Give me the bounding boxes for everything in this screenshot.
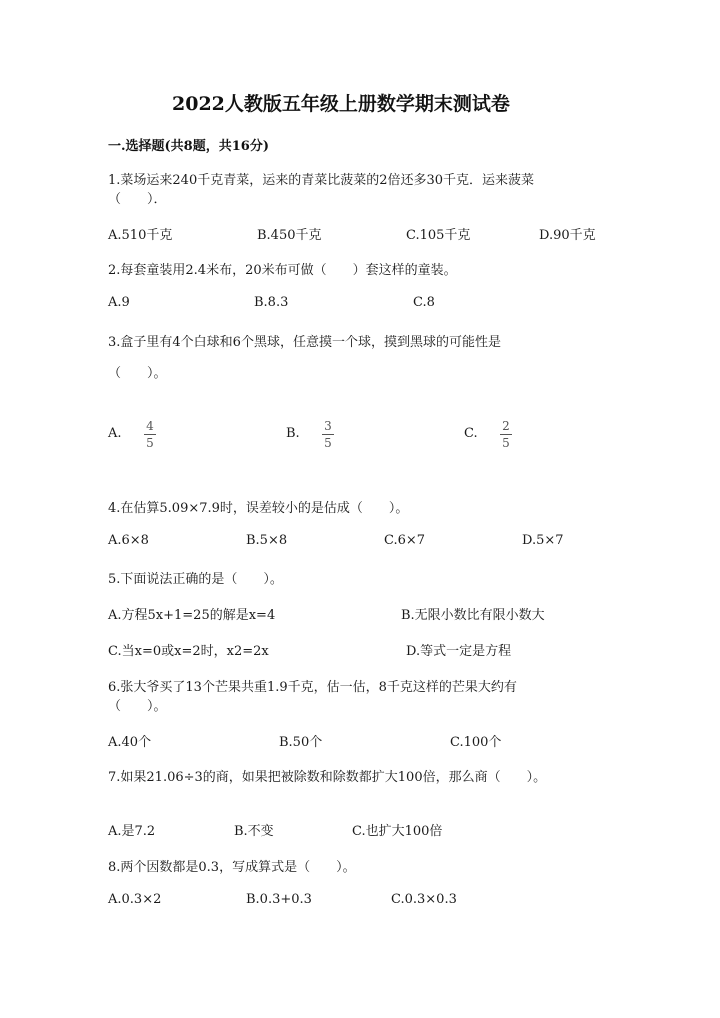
question-8-option-a: A.0.3×2	[108, 892, 162, 907]
fraction-numerator: 4	[146, 419, 154, 433]
page-title: 2022人教版五年级上册数学期末测试卷	[172, 93, 510, 115]
question-7-option-c: C.也扩大100倍	[352, 824, 443, 839]
fraction-numerator: 3	[324, 419, 332, 433]
question-1-option-c: C.105千克	[406, 228, 471, 243]
question-8-option-b: B.0.3+0.3	[246, 892, 312, 907]
question-8-option-c: C.0.3×0.3	[391, 892, 457, 907]
question-6-option-c: C.100个	[450, 735, 502, 750]
fraction-denominator: 5	[146, 436, 154, 450]
question-8-text: 8.两个因数都是0.3，写成算式是（ ）。	[108, 860, 356, 875]
question-2-option-c: C.8	[413, 295, 435, 310]
question-5-option-a: A.方程5x+1=25的解是x=4	[108, 608, 276, 623]
question-6-text: 6.张大爷买了13个芒果共重1.9千克，估一估，8千克这样的芒果大约有	[108, 680, 517, 695]
fraction-bar	[500, 434, 512, 435]
question-1-option-a: A.510千克	[108, 228, 173, 243]
section-heading: 一.选择题(共8题，共16分)	[108, 139, 269, 154]
question-4-option-b: B.5×8	[246, 533, 288, 548]
fraction-denominator: 5	[324, 436, 332, 450]
question-4-option-a: A.6×8	[108, 533, 149, 548]
question-2-option-a: A.9	[108, 295, 130, 310]
question-6-option-b: B.50个	[279, 735, 323, 750]
question-7-option-b: B.不变	[234, 824, 274, 839]
question-1-option-b: B.450千克	[257, 228, 322, 243]
question-3-blank: （ ）。	[108, 366, 167, 381]
question-1-text: 1.菜场运来240千克青菜，运来的青菜比菠菜的2倍还多30千克．运来菠菜	[108, 173, 535, 188]
question-7-option-a: A.是7.2	[108, 824, 156, 839]
question-4-option-d: D.5×7	[522, 533, 564, 548]
question-5-option-d: D.等式一定是方程	[406, 644, 512, 659]
question-6-blank: （ ）。	[108, 699, 167, 714]
fraction-bar	[322, 434, 334, 435]
question-2-option-b: B.8.3	[254, 295, 289, 310]
question-2-text: 2.每套童装用2.4米布，20米布可做（ ）套这样的童装。	[108, 263, 457, 278]
question-4-text: 4.在估算5.09×7.9时，误差较小的是估成（ ）。	[108, 501, 409, 516]
question-6-option-a: A.40个	[108, 735, 152, 750]
question-7-text: 7.如果21.06÷3的商，如果把被除数和除数都扩大100倍，那么商（ ）。	[108, 770, 547, 785]
question-5-option-b: B.无限小数比有限小数大	[401, 608, 545, 623]
question-5-option-c: C.当x=0或x=2时，x2=2x	[108, 644, 269, 659]
question-3-text: 3.盒子里有4个白球和6个黑球，任意摸一个球，摸到黑球的可能性是	[108, 335, 501, 350]
fraction-bar	[144, 434, 156, 435]
question-1-blank: （ ）．	[108, 192, 167, 207]
question-3-option-b-fraction	[322, 419, 334, 450]
question-3-option-a-fraction	[144, 419, 156, 450]
question-5-text: 5.下面说法正确的是（ ）。	[108, 572, 283, 587]
question-3-option-a: A.	[108, 426, 122, 441]
fraction-numerator: 2	[502, 419, 510, 433]
question-4-option-c: C.6×7	[384, 533, 426, 548]
question-3-option-b: B.	[286, 426, 300, 441]
question-3-option-c: C.	[464, 426, 478, 441]
fraction-denominator: 5	[502, 436, 510, 450]
question-3-option-c-fraction	[500, 419, 512, 450]
question-1-option-d: D.90千克	[539, 228, 596, 243]
